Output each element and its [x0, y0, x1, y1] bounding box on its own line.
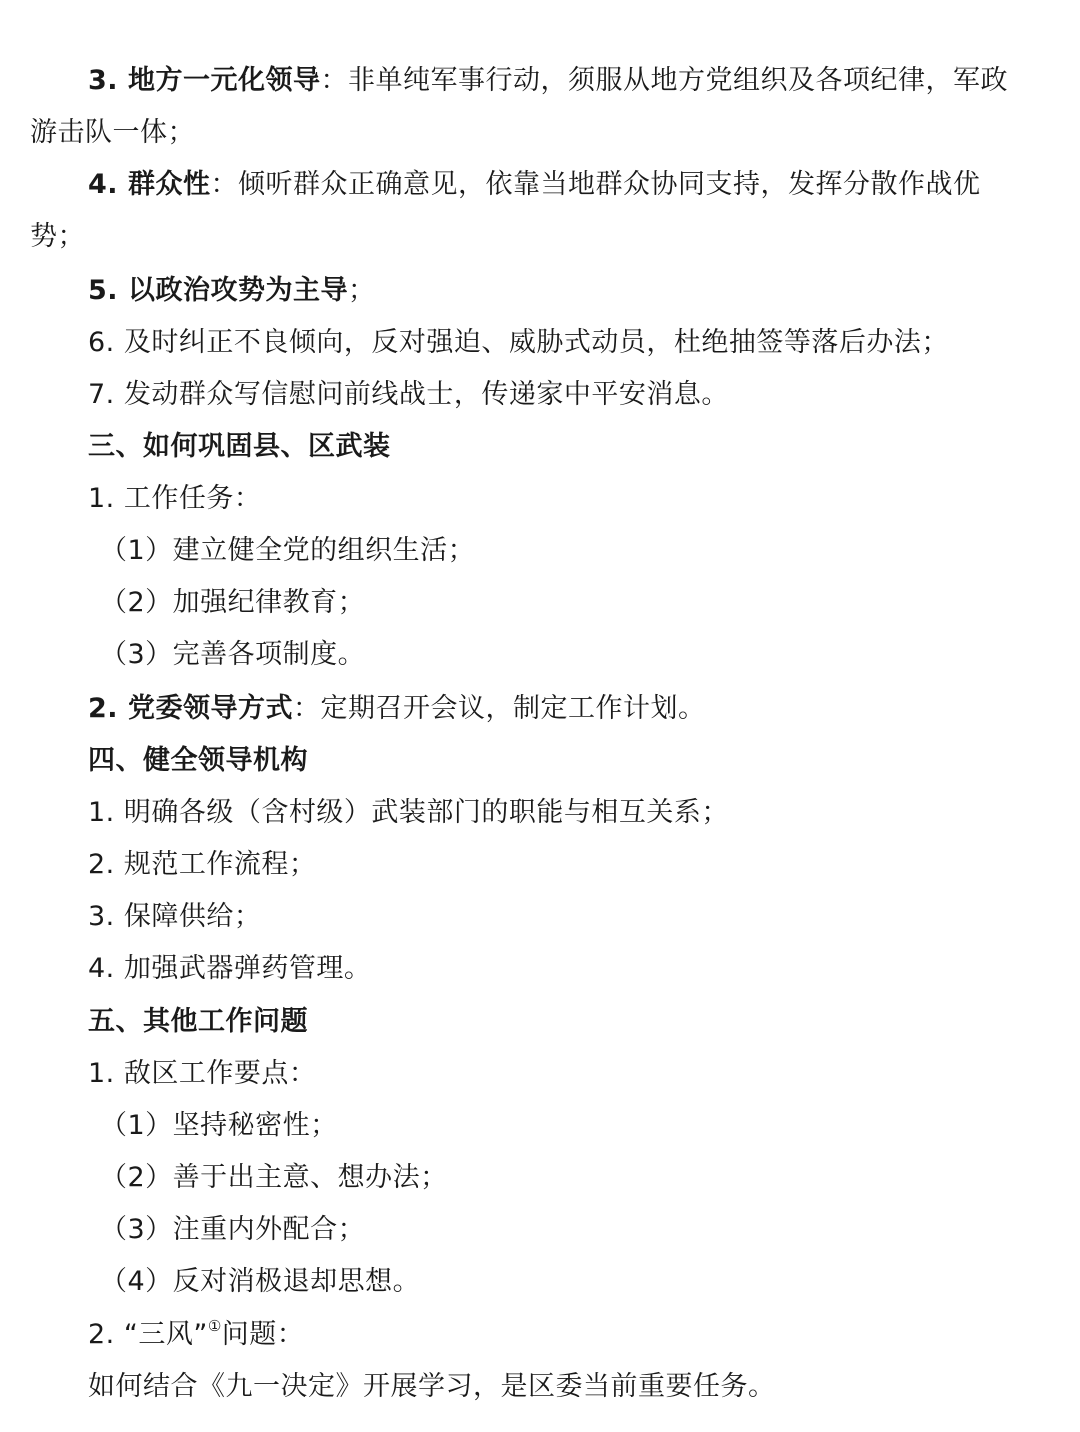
section-3-subitem: （2）加强纪律教育； [100, 587, 366, 618]
point-5-tail: ； [347, 275, 376, 306]
section-3-subitem: （1）建立健全党的组织生活； [100, 535, 476, 566]
section-5-item-2 [0, 1309, 1080, 1361]
section-5-subitem: （4）反对消极退却思想。 [100, 1266, 421, 1297]
section-4-item: 2. 规范工作流程； [88, 849, 317, 880]
footnote-marker: ① [207, 1317, 222, 1335]
point-5-title: 5. 以政治攻势为主导 [88, 275, 348, 306]
point-3-title: 3. 地方一元化领导 [88, 65, 321, 96]
section-3-item-2-text: ：定期召开会议，制定工作计划。 [292, 693, 706, 724]
section-5-subitem: （1）坚持秘密性； [100, 1110, 338, 1141]
point-4 [0, 159, 1080, 211]
point-4-text: ：倾听群众正确意见，依靠当地群众协同支持，发挥分散作战优 [210, 169, 981, 200]
section-4-item: 3. 保障供给； [88, 901, 262, 932]
section-5-item-2-tail: 问题： [221, 1319, 305, 1350]
point-4-continued: 势； [30, 221, 85, 252]
section-3-heading: 三、如何巩固县、区武装 [88, 431, 391, 462]
section-3-subitem: （3）完善各项制度。 [100, 639, 366, 670]
section-5-item-2-lead: 2. “三风” [88, 1319, 208, 1350]
section-5-subitem: （2）善于出主意、想办法； [100, 1162, 448, 1193]
section-5-item-2-text: 如何结合《九一决定》开展学习，是区委当前重要任务。 [88, 1371, 776, 1402]
section-4-heading: 四、健全领导机构 [88, 745, 308, 776]
section-4-item: 1. 明确各级（含村级）武装部门的职能与相互关系； [88, 797, 729, 828]
section-3-item-2 [0, 683, 1080, 735]
point-7: 7. 发动群众写信慰问前线战士，传递家中平安消息。 [88, 379, 729, 410]
point-3-text: ：非单纯军事行动，须服从地方党组织及各项纪律，军政 [320, 65, 1008, 96]
section-3-item-1: 1. 工作任务： [88, 483, 262, 514]
section-3-item-2-title: 2. 党委领导方式 [88, 693, 293, 724]
section-5-subitem: （3）注重内外配合； [100, 1214, 366, 1245]
section-5-heading: 五、其他工作问题 [88, 1006, 308, 1037]
point-3 [0, 55, 1080, 107]
point-6: 6. 及时纠正不良倾向，反对强迫、威胁式动员，杜绝抽签等落后办法； [88, 327, 949, 358]
section-4-item: 4. 加强武器弹药管理。 [88, 953, 372, 984]
point-4-title: 4. 群众性 [88, 169, 211, 200]
section-5-item-1: 1. 敌区工作要点： [88, 1058, 317, 1089]
point-3-continued: 游击队一体； [30, 117, 195, 148]
point-5 [0, 265, 1080, 317]
